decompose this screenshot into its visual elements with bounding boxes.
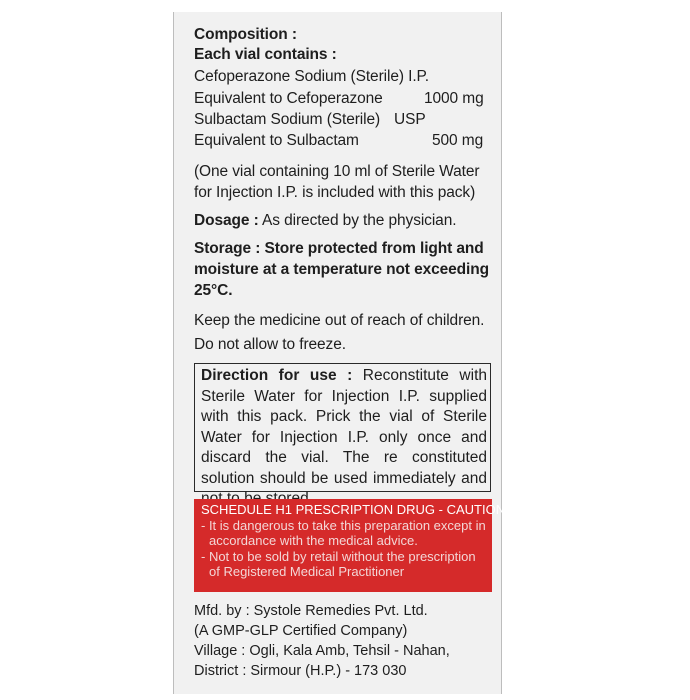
caution-line: of Registered Medical Practitioner [209, 564, 405, 579]
manufacturer-line: Village : Ogli, Kala Amb, Tehsil - Nahan, [194, 643, 450, 659]
dosage-text: As directed by the physician. [258, 212, 457, 229]
storage-line: moisture at a temperature not exceeding [194, 261, 489, 278]
manufacturer-line: Mfd. by : Systole Remedies Pvt. Ltd. [194, 603, 428, 619]
composition-line [194, 131, 359, 151]
dosage-label: Dosage : [194, 212, 259, 229]
manufacturer-line: District : Sirmour (H.P.) - 173 030 [194, 663, 407, 679]
composition-note: for Injection I.P. is included with this pack) [194, 184, 476, 201]
composition-line-label: Equivalent to Sulbactam [194, 132, 359, 149]
composition-line-label: Sulbactam Sodium (Sterile) [194, 111, 381, 128]
composition-line [194, 67, 429, 87]
composition-heading: Composition : [194, 26, 297, 43]
dosage-line [194, 211, 456, 231]
composition-line-value: 1000 mg [424, 90, 484, 107]
storage-line: 25°C. [194, 282, 233, 299]
caution-line: accordance with the medical advice. [209, 533, 418, 548]
composition-line-value: USP [394, 111, 426, 128]
composition-subheading: Each vial contains : [194, 46, 337, 63]
directions-text: Reconstitute with Sterile Water for Injection I.P. supplied with this pack. Prick the vial of Sterile Water for Injection I.P. only once and discard the vial. The re constituted solution should be used immediately and [201, 367, 487, 487]
manufacturer-line: (A GMP-GLP Certified Company) [194, 623, 408, 639]
composition-line-value: 500 mg [432, 132, 484, 149]
storage-line: Storage : Store protected from light and [194, 240, 484, 257]
caution-line: - It is dangerous to take this preparation except in [201, 517, 486, 533]
composition-note: (One vial containing 10 ml of Sterile Water [194, 163, 480, 180]
children-warning: Keep the medicine out of reach of children. [194, 312, 485, 329]
caution-heading: SCHEDULE H1 PRESCRIPTION DRUG - CAUTION [201, 502, 506, 517]
freeze-warning: Do not allow to freeze. [194, 336, 346, 353]
composition-line [194, 110, 380, 130]
directions-label: Direction for use : [201, 367, 353, 384]
directions-text-block [201, 366, 487, 510]
caution-box [194, 499, 506, 592]
caution-line: - Not to be sold by retail without the prescription [201, 548, 476, 564]
composition-line-label: Equivalent to Cefoperazone [194, 90, 383, 107]
composition-line [194, 89, 383, 109]
composition-line-label: Cefoperazone Sodium (Sterile) I.P. [194, 68, 429, 85]
